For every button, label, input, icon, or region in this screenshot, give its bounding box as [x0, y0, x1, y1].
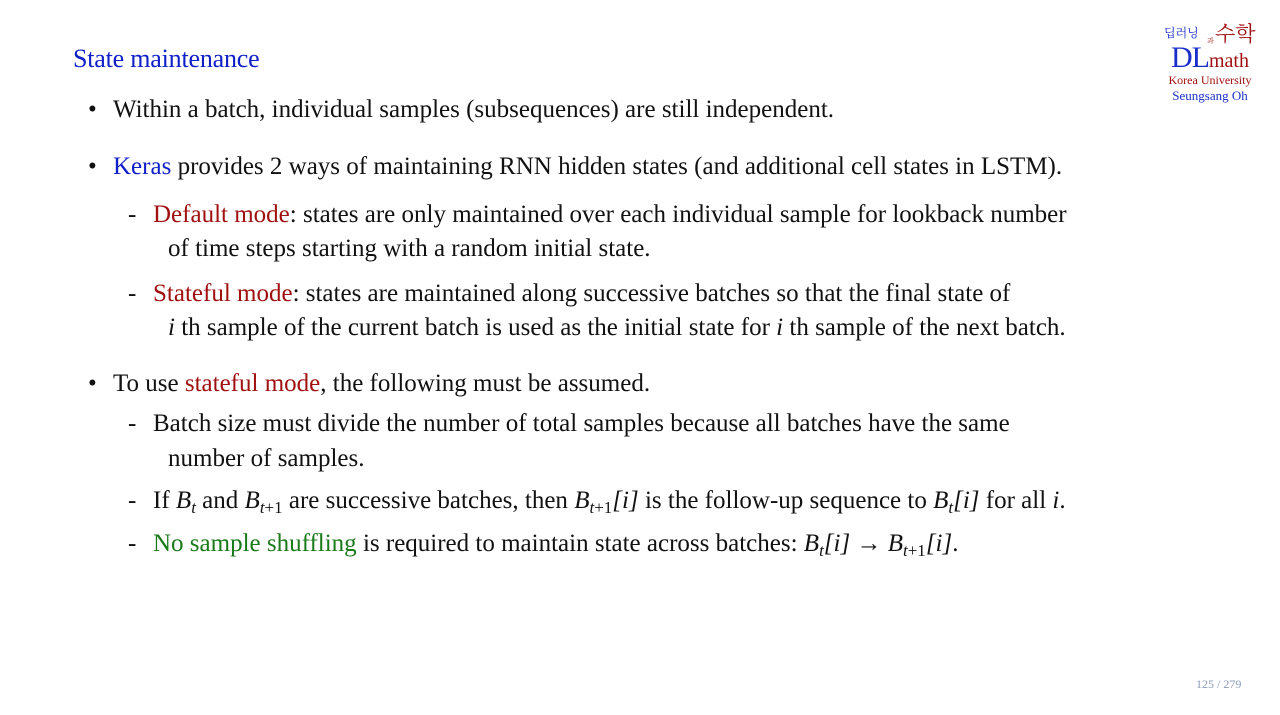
default-mode-line2: of time steps starting with a random initial state. [168, 235, 651, 262]
logo-korean-right: 수학 [1215, 22, 1256, 46]
dash: - [128, 410, 137, 437]
sub-batch-size [128, 410, 1010, 438]
page-separator: / [1217, 677, 1221, 691]
bullet-3-pre: To use [113, 370, 185, 397]
logo-university: Korea University [1168, 73, 1252, 87]
text: . [952, 530, 959, 557]
math-sub-plus1: +1 [264, 498, 283, 517]
bullet-dot: • [88, 96, 97, 123]
bullet-dot: • [88, 370, 97, 397]
sub-stateful-mode [128, 280, 1010, 308]
stateful-mode-keyword: Stateful mode [153, 280, 293, 307]
math-index-i: [i] [823, 530, 851, 557]
sub-default-mode [128, 201, 1067, 229]
sub-no-shuffling [128, 530, 958, 558]
math-B: B [175, 487, 192, 514]
logo [1158, 20, 1262, 104]
math-sub-plus1: +1 [907, 541, 926, 560]
math-sub-plus1: +1 [594, 498, 613, 517]
stateful-keyword: stateful mode [184, 370, 321, 397]
math-B: B [933, 487, 949, 514]
bullet-3-post: , the following must be assumed. [320, 370, 651, 397]
bullet-3 [88, 370, 650, 398]
logo-korean-mid: 과 [1207, 37, 1214, 45]
text: for all [979, 487, 1053, 514]
no-shuffling-text: is required to maintain state across batches: [356, 530, 804, 557]
page-current: 125 [1196, 677, 1214, 691]
page-total: 279 [1223, 677, 1242, 691]
text: is the follow-up sequence to [638, 487, 934, 514]
math-B: B [244, 487, 260, 514]
batch-size-line1: Batch size must divide the number of total samples because all batches have the same [153, 410, 1010, 437]
math-i: i [168, 314, 175, 341]
logo-korean-title [1158, 20, 1262, 44]
text: are successive batches, then [282, 487, 575, 514]
stateful-mode-line2 [168, 314, 1066, 342]
default-mode-line1: : states are only maintained over each individual sample for lookback number [289, 201, 1067, 228]
logo-dl-text: DL [1171, 41, 1209, 74]
math-B: B [574, 487, 590, 514]
slide-title: State maintenance [73, 44, 260, 73]
dash: - [128, 280, 137, 307]
default-mode-keyword: Default mode [153, 201, 290, 228]
math-sub-t: t [259, 498, 265, 517]
dash: - [128, 487, 137, 514]
logo-author: Seungsang Oh [1172, 88, 1248, 103]
batch-size-line2: number of samples. [168, 445, 365, 472]
math-sub-t: t [902, 541, 908, 560]
logo-math-text: math [1209, 50, 1249, 72]
text: If [153, 487, 176, 514]
math-B: B [803, 530, 820, 557]
arrow: → [850, 530, 888, 557]
dash: - [128, 201, 137, 228]
page-number [1196, 677, 1241, 692]
bullet-2 [88, 153, 1062, 181]
logo-korean-left: 딥러닝 [1164, 26, 1199, 40]
math-index-i: [i] [953, 487, 980, 514]
text: and [195, 487, 245, 514]
logo-dlmath [1158, 41, 1262, 74]
bullet-dot: • [88, 153, 97, 180]
math-i: i [1052, 487, 1060, 514]
keras-keyword: Keras [113, 153, 172, 180]
dash: - [128, 530, 137, 557]
no-shuffling-keyword: No sample shuffling [153, 530, 357, 557]
stateful-line2-b: th sample of the next batch. [783, 314, 1066, 341]
math-B: B [887, 530, 903, 557]
sub-successive-batches [128, 487, 1066, 515]
bullet-1 [88, 96, 834, 124]
bullet-2-text: provides 2 ways of maintaining RNN hidden states (and additional cell states in LSTM). [171, 153, 1063, 180]
math-index-i: [i] [612, 487, 639, 514]
stateful-mode-line1: : states are maintained along successive batches so that the final state of [292, 280, 1011, 307]
bullet-1-text: Within a batch, individual samples (subsequences) are still independent. [113, 96, 835, 123]
stateful-line2-a: th sample of the current batch is used as the initial state for [174, 314, 777, 341]
math-sub-t: t [589, 498, 595, 517]
text: . [1059, 487, 1066, 514]
math-sub-t: t [191, 498, 196, 517]
math-i: i [776, 314, 784, 341]
math-index-i: [i] [925, 530, 953, 557]
math-sub-t: t [948, 498, 954, 517]
math-sub-t: t [819, 541, 824, 560]
